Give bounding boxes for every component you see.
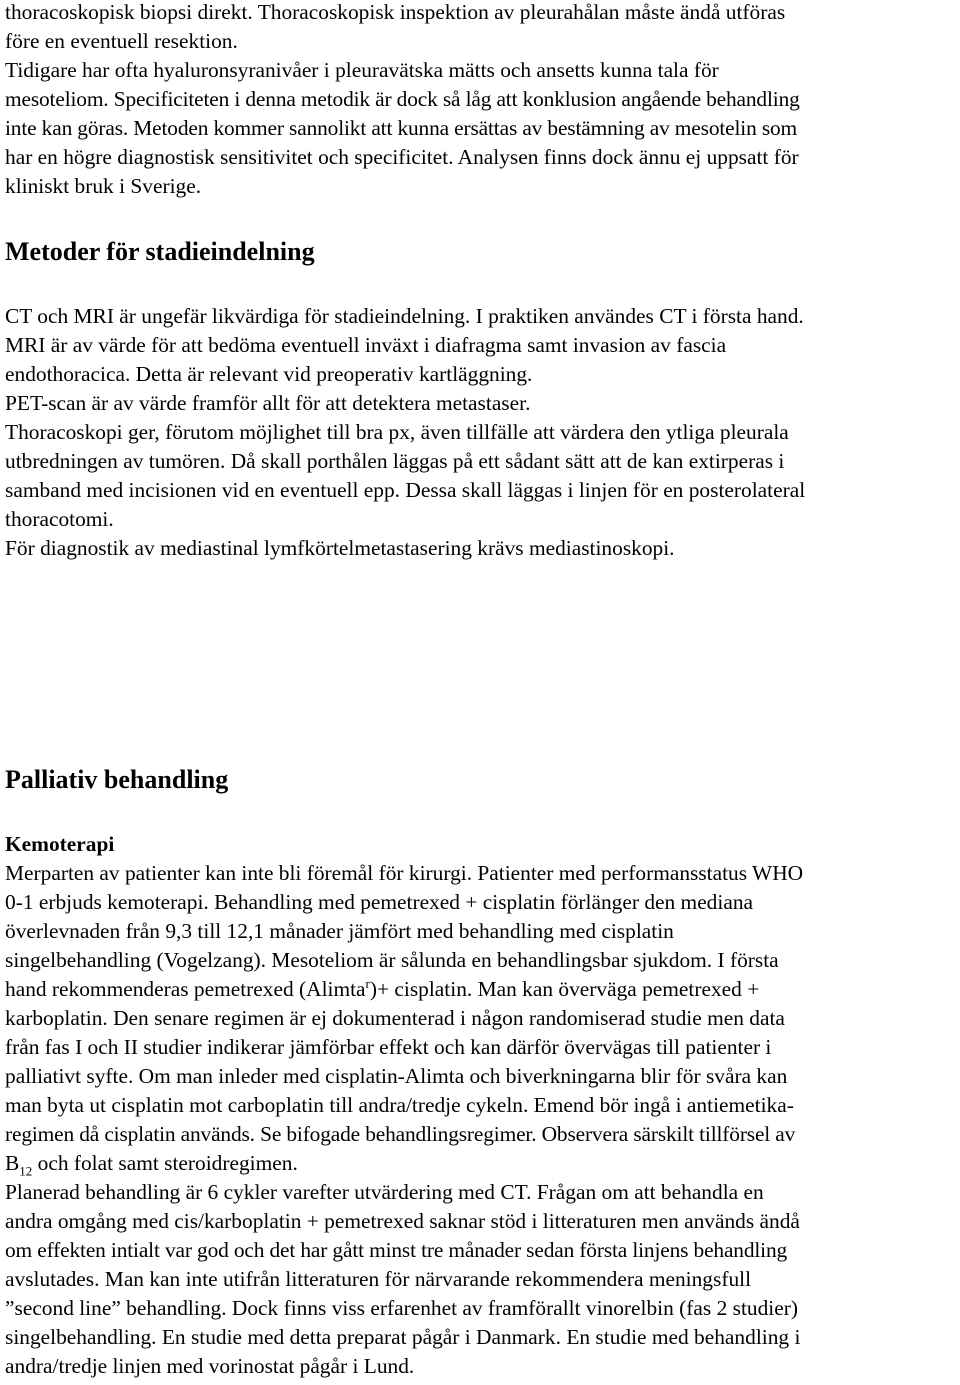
text-line: palliativt syfte. Om man inleder med cisplatin-Alimta och biverkningarna blir för svåra kan [5, 1064, 788, 1088]
text-line: utbredningen av tumören. Då skall porthålen läggas på ett sådant sätt att de kan extirperas i [5, 449, 785, 473]
text-fragment: och folat samt steroidregimen. [32, 1151, 298, 1175]
text-line [5, 1149, 958, 1178]
text-line: PET-scan är av värde framför allt för att detektera metastaser. [5, 391, 531, 415]
intro-text-block [5, 0, 958, 201]
text-line: 0-1 erbjuds kemoterapi. Behandling med pemetrexed + cisplatin förlänger den mediana [5, 890, 754, 914]
text-line: om effekten intialt var god och det har gått minst tre månader sedan första linjens behandling [5, 1238, 788, 1262]
text-line: Tidigare har ofta hyaluronsyranivåer i pleuravätska mätts och ansetts kunna tala för [5, 58, 719, 82]
text-fragment: )+ cisplatin. Man kan överväga pemetrexed + [369, 977, 760, 1001]
text-line: före en eventuell resektion. [5, 29, 238, 53]
text-line: MRI är av värde för att bedöma eventuell inväxt i diafragma samt invasion av fascia [5, 333, 727, 357]
text-line: singelbehandling. En studie med detta preparat pågår i Danmark. En studie med behandling i [5, 1325, 801, 1349]
text-line: endothoracica. Detta är relevant vid preoperativ kartläggning. [5, 362, 533, 386]
text-line: thoracoskopisk biopsi direkt. Thoracoskopisk inspektion av pleurahålan måste ändå utföras [5, 0, 786, 24]
palliative-text-block [5, 859, 958, 1381]
text-line: regimen då cisplatin används. Se bifogade behandlingsregimer. Observera särskilt tillförsel av [5, 1122, 796, 1146]
text-line: Thoracoskopi ger, förutom möjlighet till bra px, även tillfälle att värdera den ytliga pleurala [5, 420, 789, 444]
text-line: andra omgång med cis/karboplatin + pemetrexed saknar stöd i litteraturen men används ändå [5, 1209, 800, 1233]
text-line: andra/tredje linjen med vorinostat pågår i Lund. [5, 1354, 415, 1378]
text-line: man byta ut cisplatin mot carboplatin till andra/tredje cykeln. Emend bör ingå i antiemetika- [5, 1093, 794, 1117]
text-line: CT och MRI är ungefär likvärdiga för stadieindelning. I praktiken användes CT i första hand. [5, 304, 804, 328]
text-line: mesoteliom. Specificiteten i denna metodik är dock så låg att konklusion angående behandling [5, 87, 800, 111]
text-line: Merparten av patienter kan inte bli föremål för kirurgi. Patienter med performansstatus WHO [5, 861, 804, 885]
text-line: Planerad behandling är 6 cykler varefter utvärdering med CT. Frågan om att behandla en [5, 1180, 764, 1204]
text-line: har en högre diagnostisk sensitivitet och specificitet. Analysen finns dock ännu ej uppsatt för [5, 145, 799, 169]
text-line: överlevnaden från 9,3 till 12,1 månader jämfört med behandling med cisplatin [5, 919, 674, 943]
staging-text-block [5, 302, 958, 563]
text-line: ”second line” behandling. Dock finns viss erfarenhet av framförallt vinorelbin (fas 2 studier) [5, 1296, 798, 1320]
text-fragment: hand rekommenderas pemetrexed (Alimta [5, 977, 366, 1001]
text-line: inte kan göras. Metoden kommer sannolikt att kunna ersättas av bestämning av mesotelin som [5, 116, 798, 140]
text-line: thoracotomi. [5, 507, 114, 531]
text-line: karboplatin. Den senare regimen är ej dokumenterad i någon randomiserad studie men data [5, 1006, 785, 1030]
text-fragment: B [5, 1151, 20, 1175]
text-line: För diagnostik av mediastinal lymfkörtelmetastasering krävs mediastinoskopi. [5, 536, 675, 560]
registered-mark: r [365, 975, 370, 991]
text-line: avslutades. Man kan inte utifrån litteraturen för närvarande rekommendera meningsfull [5, 1267, 752, 1291]
subscript-number: 12 [19, 1163, 33, 1179]
text-line: från fas I och II studier indikerar jämförbar effekt och kan därför övervägas till patienter i [5, 1035, 772, 1059]
text-line [5, 975, 958, 1004]
text-line: singelbehandling (Vogelzang). Mesoteliom är sålunda en behandlingsbar sjukdom. I första [5, 948, 779, 972]
text-line: samband med incisionen vid en eventuell epp. Dessa skall läggas i linjen för en posterolateral [5, 478, 806, 502]
subheading-chemotherapy: Kemoterapi [5, 832, 115, 856]
section-heading-palliative: Palliativ behandling [5, 765, 229, 794]
text-line: kliniskt bruk i Sverige. [5, 174, 202, 198]
section-heading-staging: Metoder för stadieindelning [5, 237, 315, 266]
